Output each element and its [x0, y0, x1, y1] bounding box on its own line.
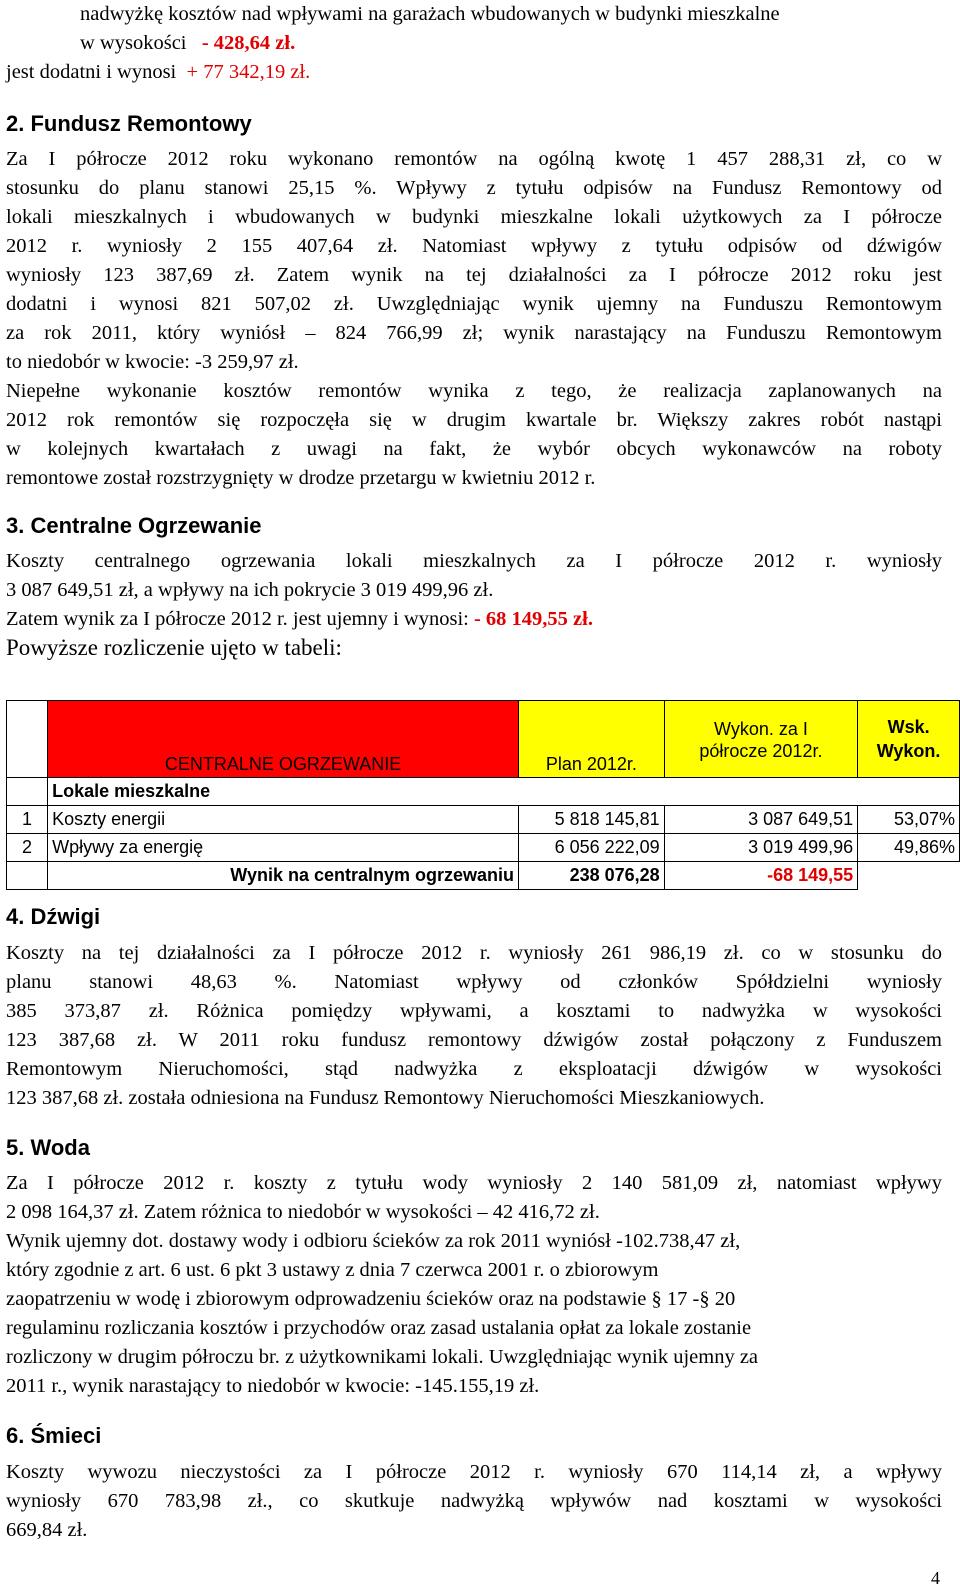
header-wsk-cell: Wsk. Wykon.: [858, 701, 960, 778]
intro-negative-value: - 428,64 zł.: [201, 32, 296, 54]
paragraph-line: rozliczony w drugim półroczu br. z użytkownikami lokali. Uwzględniając wynik ujemny za: [6, 1346, 759, 1368]
paragraph-line: Koszty na tej działalności za I półrocze 2012 r. wyniosły 261 986,19 zł. co w stosunku do: [6, 942, 942, 964]
paragraph-line: remontowe został rozstrzygnięty w drodze przetargu w kwietniu 2012 r.: [6, 467, 596, 489]
row-number: 1: [7, 806, 48, 834]
section-3-line-3: Zatem wynik za I półrocze 2012 r. jest ujemny i wynosi: - 68 149,55 zł.: [6, 608, 593, 630]
result-plan: 238 076,28: [519, 862, 665, 890]
group-label-cell: Lokale mieszkalne: [48, 778, 665, 806]
paragraph-line: Za I półrocze 2012 roku wykonano remontów na ogólną kwotę 1 457 288,31 zł, co w: [6, 148, 942, 170]
intro-result: jest dodatni i wynosi + 77 342,19 zł.: [6, 61, 311, 83]
intro-line-1: nadwyżkę kosztów nad wpływami na garażach wbudowanych w budynki mieszkalne: [80, 3, 780, 25]
row-wsk: 49,86%: [858, 834, 960, 862]
section-6-heading: 6. Śmieci: [6, 1423, 102, 1448]
paragraph-line: w kolejnych kwartałach z uwagi na fakt, że wybór obcych wykonawców na roboty: [6, 438, 942, 460]
paragraph-line: Niepełne wykonanie kosztów remontów wynika z tego, że realizacja zaplanowanych na: [6, 380, 942, 402]
table-row: [7, 834, 960, 862]
paragraph-line: 123 387,68 zł. została odniesiona na Fundusz Remontowy Nieruchomości Mieszkaniowych.: [6, 1087, 765, 1109]
result-wykon: -68 149,55: [664, 862, 858, 890]
paragraph-line: wyniosły 123 387,69 zł. Zatem wynik na tej działalności za I półrocze 2012 roku jest: [6, 264, 942, 286]
paragraph-line: to niedobór w kwocie: -3 259,97 zł.: [6, 351, 299, 373]
group-empty-cell: [7, 778, 48, 806]
result-row: [7, 862, 960, 890]
paragraph-line: wyniosły 670 783,98 zł., co skutkuje nadwyżką wpływów nad kosztami w wysokości: [6, 1490, 942, 1512]
section-5-heading: 5. Woda: [6, 1135, 90, 1160]
paragraph-line: lokali mieszkalnych i wbudowanych w budynki mieszkalne lokali użytkowych za I półrocze: [6, 206, 942, 228]
paragraph-line: 2 098 164,37 zł. Zatem różnica to niedobór w wysokości – 42 416,72 zł.: [6, 1201, 600, 1223]
paragraph-line: 669,84 zł.: [6, 1519, 88, 1541]
intro-line-2: w wysokości - 428,64 zł.: [80, 32, 296, 54]
paragraph-line: Remontowym Nieruchomości, stąd nadwyżka z eksploatacji dźwigów w wysokości: [6, 1058, 942, 1080]
section-3-heading: 3. Centralne Ogrzewanie: [6, 513, 262, 538]
section-6-paragraph: [6, 1458, 942, 1545]
paragraph-line: zaopatrzeniu w wodę i zbiorowym odprowadzeniu ścieków oraz na podstawie § 17 -§ 20: [6, 1288, 736, 1310]
row-name: Wpływy za energię: [48, 834, 519, 862]
header-wykon-cell: Wykon. za I półrocze 2012r.: [664, 701, 858, 778]
row-number: 2: [7, 834, 48, 862]
section-3-line-2: 3 087 649,51 zł, a wpływy na ich pokrycie 3 019 499,96 zł.: [6, 579, 494, 601]
paragraph-line: 2011 r., wynik narastający to niedobór w kwocie: -145.155,19 zł.: [6, 1375, 540, 1397]
paragraph-line: regulaminu rozliczania kosztów i przychodów oraz zasad ustalania opłat za lokale zostanie: [6, 1317, 752, 1339]
table-intro-text: Powyższe rozliczenie ujęto w tabeli:: [6, 635, 342, 660]
paragraph-line: który zgodnie z art. 6 ust. 6 pkt 3 ustawy z dnia 7 czerwca 2001 r. o zbiorowym: [6, 1259, 659, 1281]
row-wsk: 53,07%: [858, 806, 960, 834]
header-empty-cell: [7, 701, 48, 778]
header-plan-cell: Plan 2012r.: [519, 701, 665, 778]
page-number: 4: [931, 1568, 940, 1588]
table-row: [7, 806, 960, 834]
paragraph-line: za rok 2011, który wyniósł – 824 766,99 zł; wynik narastający na Funduszu Remontowym: [6, 322, 942, 344]
paragraph-line: 123 387,68 zł. W 2011 roku fundusz remontowy dźwigów został połączony z Funduszem: [6, 1029, 942, 1051]
heating-table: [6, 700, 960, 890]
paragraph-line: Koszty wywozu nieczystości za I półrocze 2012 r. wyniosły 670 114,14 zł, a wpływy: [6, 1461, 942, 1483]
paragraph-line: 385 373,87 zł. Różnica pomiędzy wpływami, a kosztami to nadwyżka w wysokości: [6, 1000, 942, 1022]
row-plan: 5 818 145,81: [519, 806, 665, 834]
row-name: Koszty energii: [48, 806, 519, 834]
paragraph-line: planu stanowi 48,63 %. Natomiast wpływy od członków Spółdzielni wyniosły: [6, 971, 942, 993]
paragraph-line: 2012 rok remontów się rozpoczęła się w drugim kwartale br. Większy zakres robót nastąpi: [6, 409, 942, 431]
paragraph-line: 2012 r. wyniosły 2 155 407,64 zł. Natomiast wpływy z tytułu odpisów od dźwigów: [6, 235, 942, 257]
section-3-result-value: - 68 149,55 zł.: [473, 608, 593, 630]
paragraph-line: Za I półrocze 2012 r. koszty z tytułu wody wyniosły 2 140 581,09 zł, natomiast wpływy: [6, 1172, 942, 1194]
intro-paragraph: [80, 0, 942, 58]
row-wykon: 3 019 499,96: [664, 834, 858, 862]
section-4-paragraph: [6, 939, 942, 1113]
section-5-paragraph: [6, 1169, 942, 1401]
row-plan: 6 056 222,09: [519, 834, 665, 862]
section-4-heading: 4. Dźwigi: [6, 904, 101, 929]
result-label: Wynik na centralnym ogrzewaniu: [48, 862, 519, 890]
section-3-line-1: Koszty centralnego ogrzewania lokali mieszkalnych za I półrocze 2012 r. wyniosły: [6, 550, 942, 572]
intro-positive-value: + 77 342,19 zł.: [186, 61, 311, 83]
header-title-cell: CENTRALNE OGRZEWANIE: [48, 701, 519, 778]
paragraph-line: Wynik ujemny dot. dostawy wody i odbioru ścieków za rok 2011 wyniósł -102.738,47 zł,: [6, 1230, 741, 1252]
row-wykon: 3 087 649,51: [664, 806, 858, 834]
section-3-paragraph: [6, 547, 942, 634]
paragraph-line: stosunku do planu stanowi 25,15 %. Wpływy z tytułu odpisów na Fundusz Remontowy od: [6, 177, 942, 199]
section-2-paragraph: [6, 145, 942, 493]
section-2-heading: 2. Fundusz Remontowy: [6, 111, 252, 136]
paragraph-line: dodatni i wynosi 821 507,02 zł. Uwzględniając wynik ujemny na Funduszu Remontowym: [6, 293, 942, 315]
